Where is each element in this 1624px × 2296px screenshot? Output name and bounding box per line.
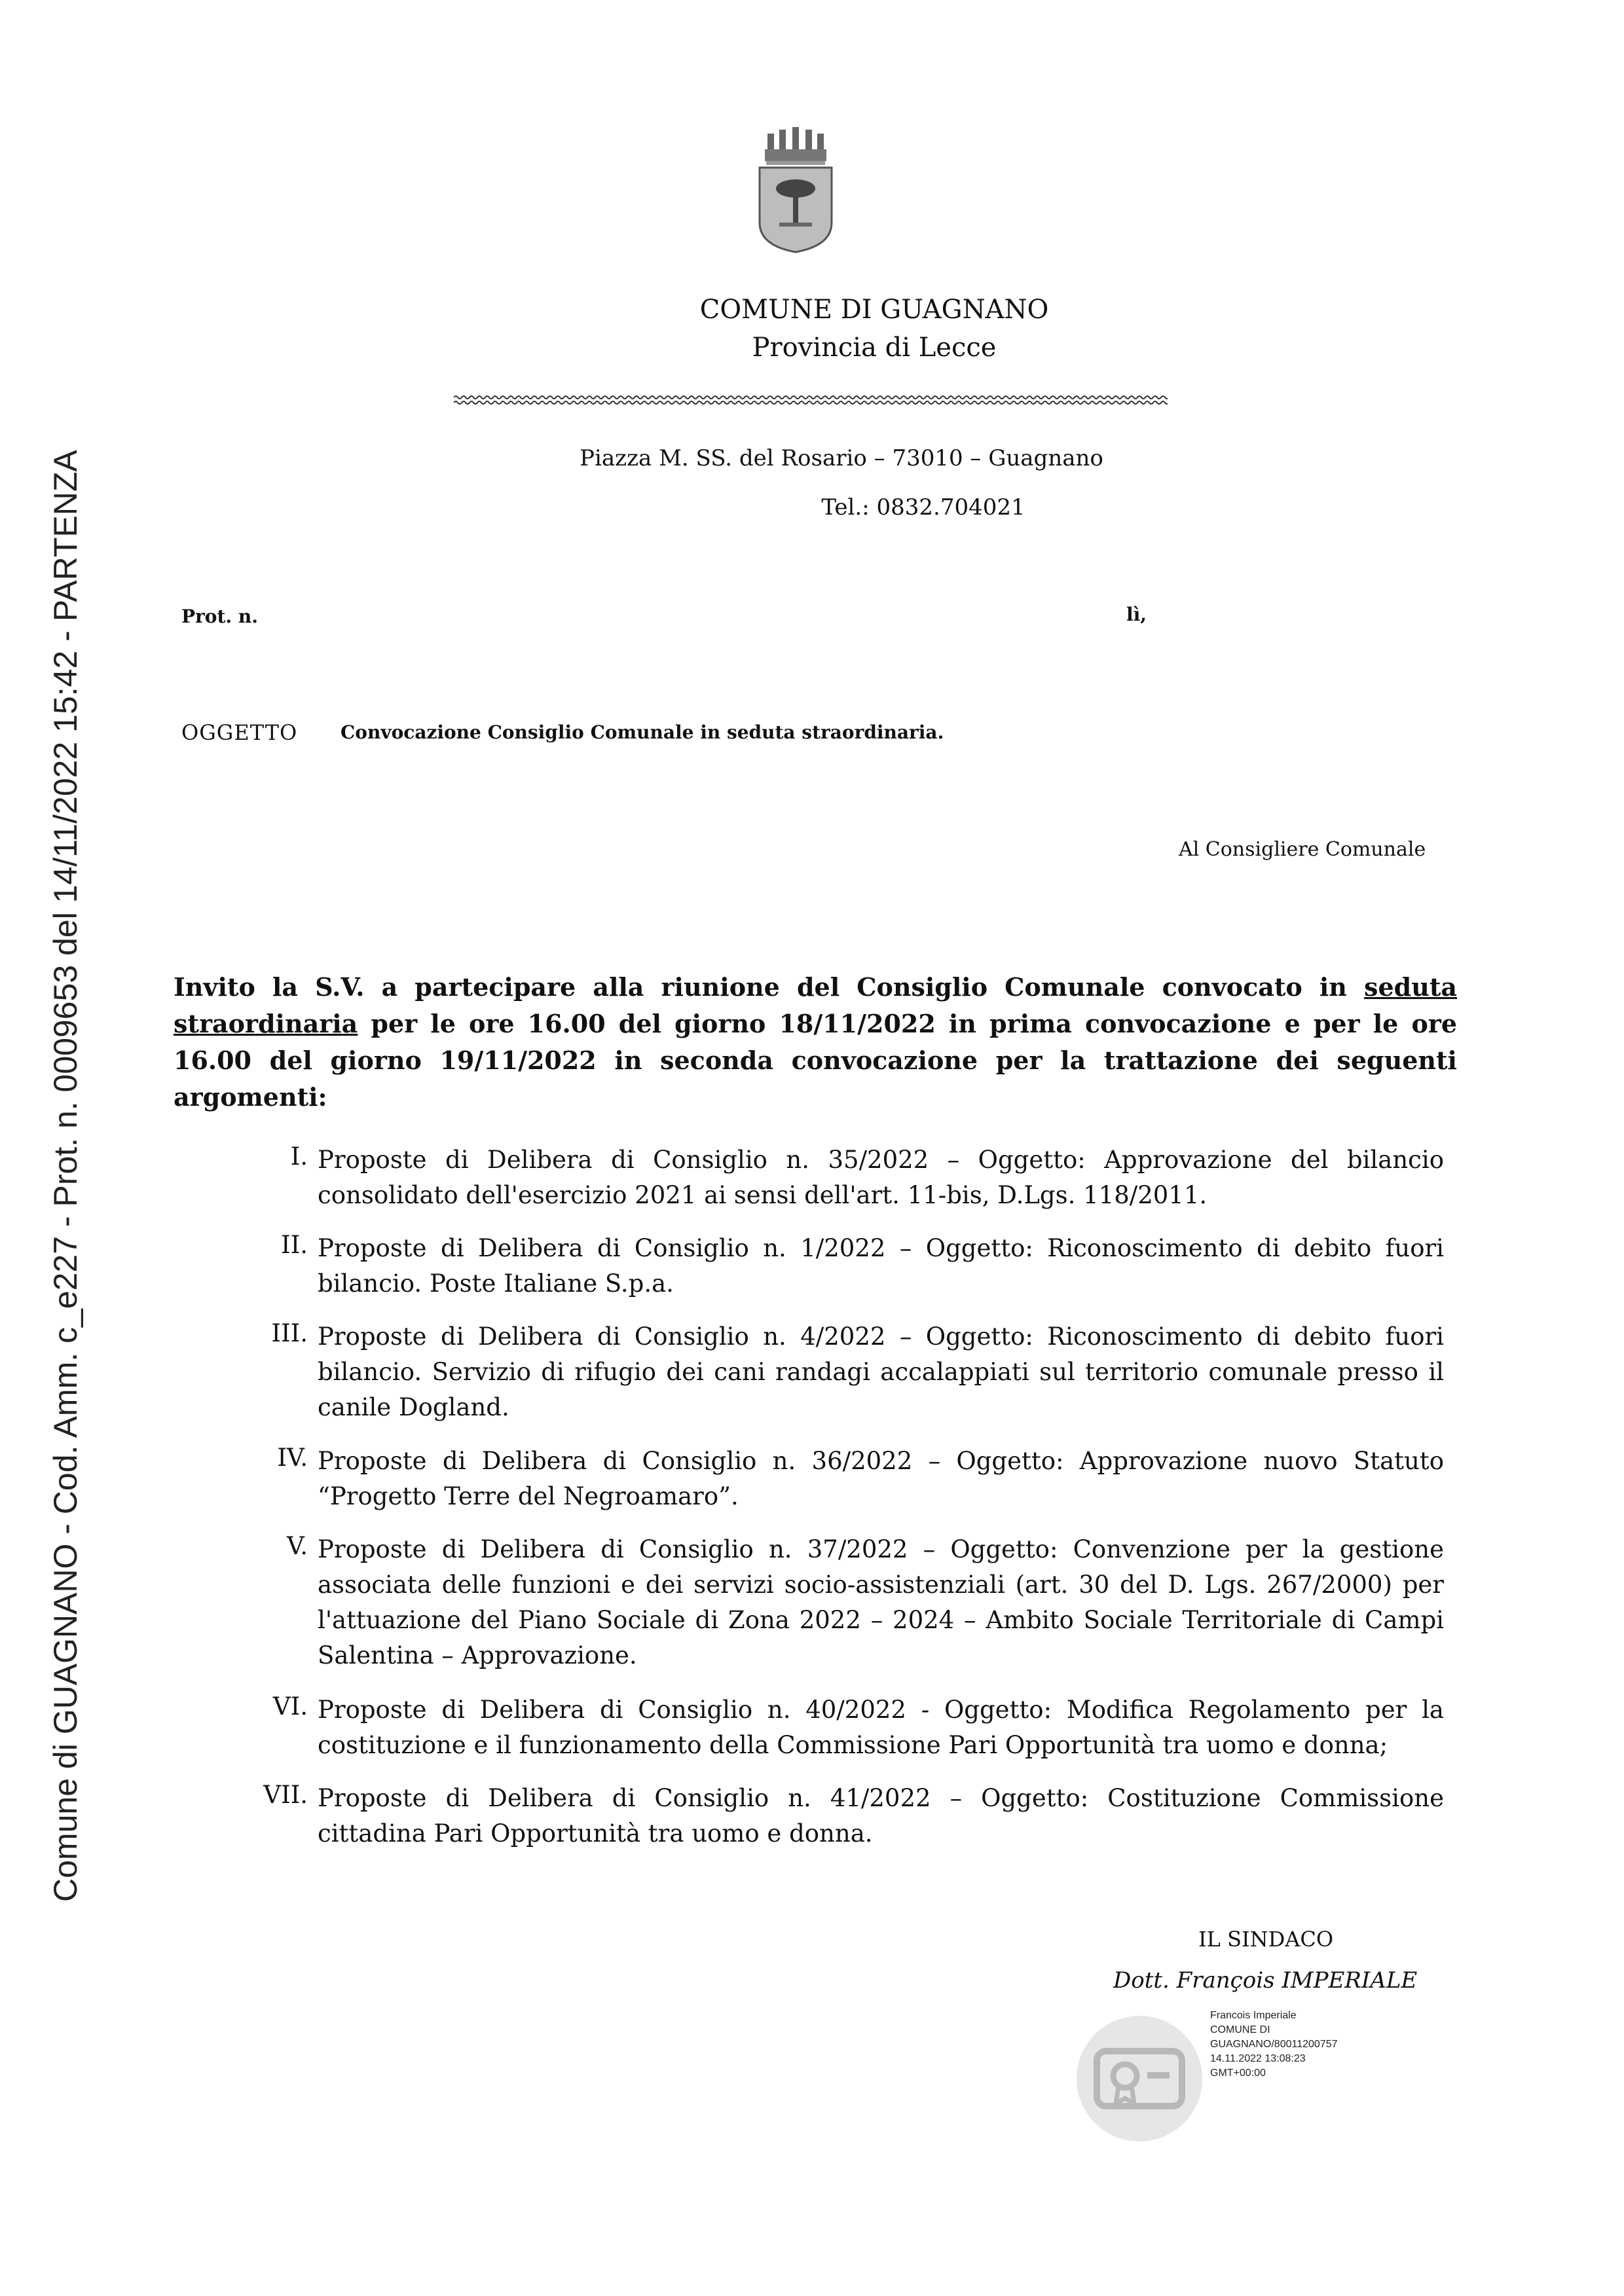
firma-nome: Dott. François IMPERIALE xyxy=(1113,1967,1418,1994)
argomento-numero: IV. xyxy=(277,1444,308,1472)
argomento-testo: Proposte di Delibera di Consiglio n. 41/2022 – Oggetto: Costituzione Commissione cittadina Pari Opportunità tra uomo e donna. xyxy=(318,1784,1444,1848)
protocol-margin-stamp: Comune di GUAGNANO - Cod. Amm. c_e227 - Prot. n. 0009653 del 14/11/2022 15:42 - PARTENZA xyxy=(47,450,84,1902)
argomento-testo: Proposte di Delibera di Consiglio n. 36/2022 – Oggetto: Approvazione nuovo Statuto “Progetto Terre del Negroamaro”. xyxy=(318,1447,1444,1510)
ente-indirizzo: Piazza M. SS. del Rosario – 73010 – Guagnano xyxy=(580,445,1103,471)
luogo-data-label: lì, xyxy=(1126,604,1147,625)
destinatario: Al Consigliere Comunale xyxy=(1179,838,1426,861)
firma-ruolo: IL SINDACO xyxy=(1198,1927,1334,1952)
ente-telefono: Tel.: 0832.704021 xyxy=(821,494,1025,520)
digital-signature-certificate-icon xyxy=(1074,2013,1205,2144)
invito-testo-2: per le ore 16.00 del giorno 18/11/2022 in prima convocazione e per le ore 16.00 del giorno 19/11/2022 in seconda convocazione per la trattazione dei seguenti argomenti: xyxy=(174,1009,1457,1112)
argomento-numero: V. xyxy=(286,1532,308,1560)
firma-digitale-riga: Francois Imperiale xyxy=(1210,2010,1297,2021)
firma-digitale-dettagli xyxy=(1210,2009,1337,2081)
firma-digitale-riga: GUAGNANO/80011200757 xyxy=(1210,2039,1338,2050)
argomento-testo: Proposte di Delibera di Consiglio n. 35/2022 – Oggetto: Approvazione del bilancio consolidato dell'esercizio 2021 ai sensi dell'art. 11-bis, D.Lgs. 118/2011. xyxy=(318,1146,1444,1209)
firma-digitale-riga: 14.11.2022 13:08:23 xyxy=(1210,2053,1306,2064)
invito-testo-1: Invito la S.V. a partecipare alla riunione del Consiglio Comunale convocato in xyxy=(174,972,1365,1002)
invito-seduta-sottolineato: seduta straordinaria xyxy=(174,972,1457,1038)
municipal-crest-icon xyxy=(753,124,838,255)
argomento-numero: VII. xyxy=(263,1781,308,1809)
argomento-numero: III. xyxy=(271,1319,308,1347)
invito-paragrafo xyxy=(174,969,1457,1116)
decorative-wave-divider xyxy=(454,393,1168,407)
argomento-numero: II. xyxy=(281,1231,308,1259)
firma-digitale-riga: GMT+00:00 xyxy=(1210,2068,1266,2079)
argomento-testo: Proposte di Delibera di Consiglio n. 1/2022 – Oggetto: Riconoscimento di debito fuori bilancio. Poste Italiane S.p.a. xyxy=(318,1234,1444,1298)
firma-digitale-riga: COMUNE DI xyxy=(1210,2024,1270,2035)
ente-nome: COMUNE DI GUAGNANO xyxy=(699,295,1049,325)
oggetto-label: OGGETTO xyxy=(181,720,298,745)
ente-provincia: Provincia di Lecce xyxy=(752,333,997,363)
argomento-testo: Proposte di Delibera di Consiglio n. 40/2022 - Oggetto: Modifica Regolamento per la costituzione e il funzionamento della Commissione Pari Opportunità tra uomo e donna; xyxy=(318,1696,1444,1759)
argomento-testo: Proposte di Delibera di Consiglio n. 37/2022 – Oggetto: Convenzione per la gestione associata delle funzioni e dei servizi socio-assistenziali (art. 30 del D. Lgs. 267/2000) per l'attuazione del Piano Sociale di Zona 2022 – 2024 – Ambito Sociale Territoriale di Campi Salentina – Approvazione. xyxy=(318,1535,1444,1669)
argomento-numero: I. xyxy=(290,1142,308,1171)
protocollo-label: Prot. n. xyxy=(181,606,259,627)
oggetto-testo: Convocazione Consiglio Comunale in seduta straordinaria. xyxy=(341,721,944,743)
argomento-numero: VI. xyxy=(272,1692,308,1721)
argomento-testo: Proposte di Delibera di Consiglio n. 4/2022 – Oggetto: Riconoscimento di debito fuori bilancio. Servizio di rifugio dei cani randagi accalappiati sul territorio comunale presso il canile Dogland. xyxy=(318,1322,1444,1421)
